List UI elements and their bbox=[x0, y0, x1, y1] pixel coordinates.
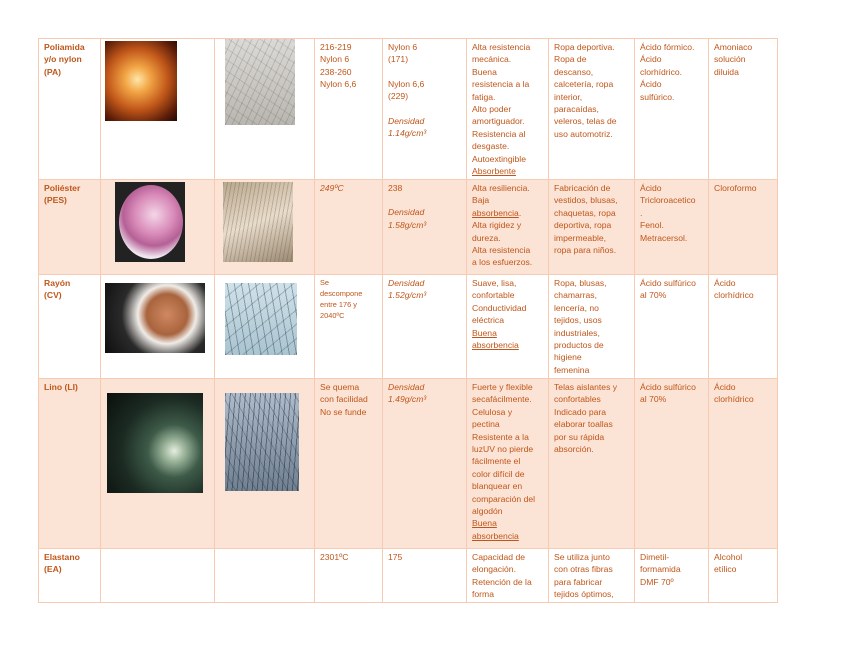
solvent-cell bbox=[635, 180, 709, 275]
temp-text: Se quema con facilidad No se funde bbox=[320, 382, 368, 417]
fiber-name: Lino (LI) bbox=[44, 382, 78, 392]
melting-density-cell bbox=[383, 180, 467, 275]
density-label: Densidad bbox=[388, 278, 425, 288]
density-value: 1.58g/cm³ bbox=[388, 219, 427, 230]
properties-cell bbox=[467, 39, 549, 180]
table-row bbox=[39, 275, 778, 379]
uses-cell bbox=[549, 379, 635, 549]
fiber-name-cell bbox=[39, 379, 101, 549]
fiber-name-cell bbox=[39, 549, 101, 603]
solvent-text: Dimetil- formamida DMF 70º bbox=[640, 552, 681, 587]
melting-density-cell bbox=[383, 39, 467, 180]
burn-test-photo bbox=[105, 41, 177, 121]
solvent-text: Ácido sulfúrico al 70% bbox=[640, 278, 696, 301]
burn-test-photo bbox=[107, 393, 203, 493]
properties-text: Suave, lisa, confortable Conductividad eléctrica bbox=[472, 278, 527, 326]
solvent-cell bbox=[635, 275, 709, 379]
solvent-text: Ácido sulfúrico al 70% bbox=[640, 382, 696, 405]
properties-link[interactable]: Absorbente bbox=[472, 166, 516, 177]
table-row bbox=[39, 379, 778, 549]
insoluble-cell bbox=[709, 379, 778, 549]
solvent-text: Ácido Tricloroacetico . Fenol. Metracersol. bbox=[640, 183, 696, 243]
fiber-name: Rayón (CV) bbox=[44, 278, 71, 301]
fiber-properties-table bbox=[38, 38, 778, 603]
temperature-cell bbox=[315, 275, 383, 379]
melting-density-cell bbox=[383, 379, 467, 549]
temperature-cell bbox=[315, 39, 383, 180]
density-value: 1.52g/cm³ bbox=[388, 290, 427, 301]
insoluble-text: Amoniaco solución diluida bbox=[714, 42, 753, 77]
uses-text: Ropa deportiva. Ropa de descanso, calcetería, ropa interior, paracaídas, veleros, telas de uso automotriz. bbox=[554, 42, 617, 139]
uses-cell bbox=[549, 180, 635, 275]
insoluble-text: Alcohol etílico bbox=[714, 552, 743, 575]
burn-test-photo bbox=[105, 283, 205, 353]
fiber-name: Elastano (EA) bbox=[44, 552, 80, 575]
combustion-image-cell bbox=[101, 39, 215, 180]
fiber-micrograph bbox=[225, 393, 299, 491]
properties-link[interactable]: Buena absorbencia bbox=[472, 518, 519, 541]
solvent-cell bbox=[635, 379, 709, 549]
insoluble-text: Ácido clorhídrico bbox=[714, 278, 754, 301]
properties-text: Capacidad de elongación. Retención de la forma bbox=[472, 552, 532, 600]
insoluble-cell bbox=[709, 549, 778, 603]
melt-value: 175 bbox=[388, 552, 403, 562]
combustion-image-cell bbox=[101, 275, 215, 379]
temperature-cell bbox=[315, 180, 383, 275]
uses-text: Telas aislantes y confortables Indicado para elaborar toallas por su rápida absorción. bbox=[554, 382, 618, 455]
uses-cell bbox=[549, 275, 635, 379]
melt-line: Nylon 6 bbox=[388, 42, 418, 52]
combustion-image-cell bbox=[101, 180, 215, 275]
fiber-micrograph bbox=[225, 283, 297, 355]
density-value: 1.49g/cm³ bbox=[388, 394, 427, 405]
table-row bbox=[39, 39, 778, 180]
microscope-image-cell bbox=[215, 549, 315, 603]
properties-text: Alta resiliencia. Baja bbox=[472, 183, 530, 206]
density-label: Densidad bbox=[388, 382, 425, 392]
microscope-image-cell bbox=[215, 180, 315, 275]
properties-text-cont: . Alta rigidez y dureza. Alta resistencia a los esfuerzos. bbox=[472, 207, 533, 268]
density-value: 1.14g/cm³ bbox=[388, 128, 427, 139]
properties-text: Alta resistencia mecánica. Buena resistencia a la fatiga. Alto poder amortiguador. Resistencia al desgaste. Autoextingible bbox=[472, 42, 531, 164]
table-row bbox=[39, 180, 778, 275]
melt-value: 238 bbox=[388, 183, 403, 193]
solvent-cell bbox=[635, 549, 709, 603]
microscope-image-cell bbox=[215, 379, 315, 549]
combustion-image-cell bbox=[101, 379, 215, 549]
fiber-name-cell bbox=[39, 275, 101, 379]
temp-line: Nylon 6,6 bbox=[320, 79, 357, 90]
temp-line: 238-260 bbox=[320, 66, 352, 77]
temperature-cell bbox=[315, 549, 383, 603]
temp-text: 2301ºC bbox=[320, 552, 349, 562]
melting-density-cell bbox=[383, 549, 467, 603]
properties-link[interactable]: Buena absorbencia bbox=[472, 327, 519, 351]
density-label: Densidad bbox=[388, 207, 425, 218]
microscope-image-cell bbox=[215, 39, 315, 180]
fiber-name: Poliamida y/o nylon (PA) bbox=[44, 42, 85, 77]
insoluble-cell bbox=[709, 39, 778, 180]
uses-cell bbox=[549, 39, 635, 180]
density-label: Densidad bbox=[388, 115, 425, 126]
uses-text: Fabricación de vestidos, blusas, chaquetas, ropa deportiva, ropa impermeable, ropa para niños. bbox=[554, 183, 618, 256]
uses-text: Se utiliza junto con otras fibras para fabricar tejidos óptimos, bbox=[554, 552, 614, 600]
insoluble-cell bbox=[709, 275, 778, 379]
properties-cell bbox=[467, 379, 549, 549]
temp-line: 216-219 bbox=[320, 42, 352, 52]
properties-cell bbox=[467, 275, 549, 379]
solvent-text: Ácido fórmico. Ácido clorhídrico. Ácido sulfúrico. bbox=[640, 42, 695, 102]
insoluble-text: Ácido clorhídrico bbox=[714, 382, 754, 405]
fiber-micrograph bbox=[223, 182, 293, 262]
melt-line: (171) bbox=[388, 54, 409, 65]
melting-density-cell bbox=[383, 275, 467, 379]
melt-line: Nylon 6,6 bbox=[388, 78, 425, 89]
uses-text: Ropa, blusas, chamarras, lencería, no tejidos, usos industriales, productos de higiene femenina bbox=[554, 278, 607, 375]
properties-link[interactable]: absorbencia bbox=[472, 207, 519, 218]
microscope-image-cell bbox=[215, 275, 315, 379]
temperature-cell bbox=[315, 379, 383, 549]
properties-text: Fuerte y flexible secafácilmente. Celulosa y pectina Resistente a la luzUV no pierde fácilmente el color difícil de blanquear en comparación del algodón bbox=[472, 382, 536, 517]
fiber-name-cell bbox=[39, 180, 101, 275]
solvent-cell bbox=[635, 39, 709, 180]
burn-test-photo bbox=[115, 182, 185, 262]
fiber-name-cell bbox=[39, 39, 101, 180]
uses-cell bbox=[549, 549, 635, 603]
combustion-image-cell bbox=[101, 549, 215, 603]
insoluble-text: Cloroformo bbox=[714, 183, 757, 193]
temp-text: 249ºC bbox=[320, 183, 344, 193]
melt-line: (229) bbox=[388, 91, 409, 102]
fiber-name: Poliéster (PES) bbox=[44, 183, 81, 206]
table-row bbox=[39, 549, 778, 603]
temp-line: Nylon 6 bbox=[320, 54, 350, 65]
melt-line bbox=[388, 66, 463, 78]
fiber-micrograph bbox=[225, 39, 295, 125]
properties-cell bbox=[467, 549, 549, 603]
insoluble-cell bbox=[709, 180, 778, 275]
temp-text: Se descompone entre 176 y 2040ºC bbox=[320, 278, 363, 320]
properties-cell bbox=[467, 180, 549, 275]
